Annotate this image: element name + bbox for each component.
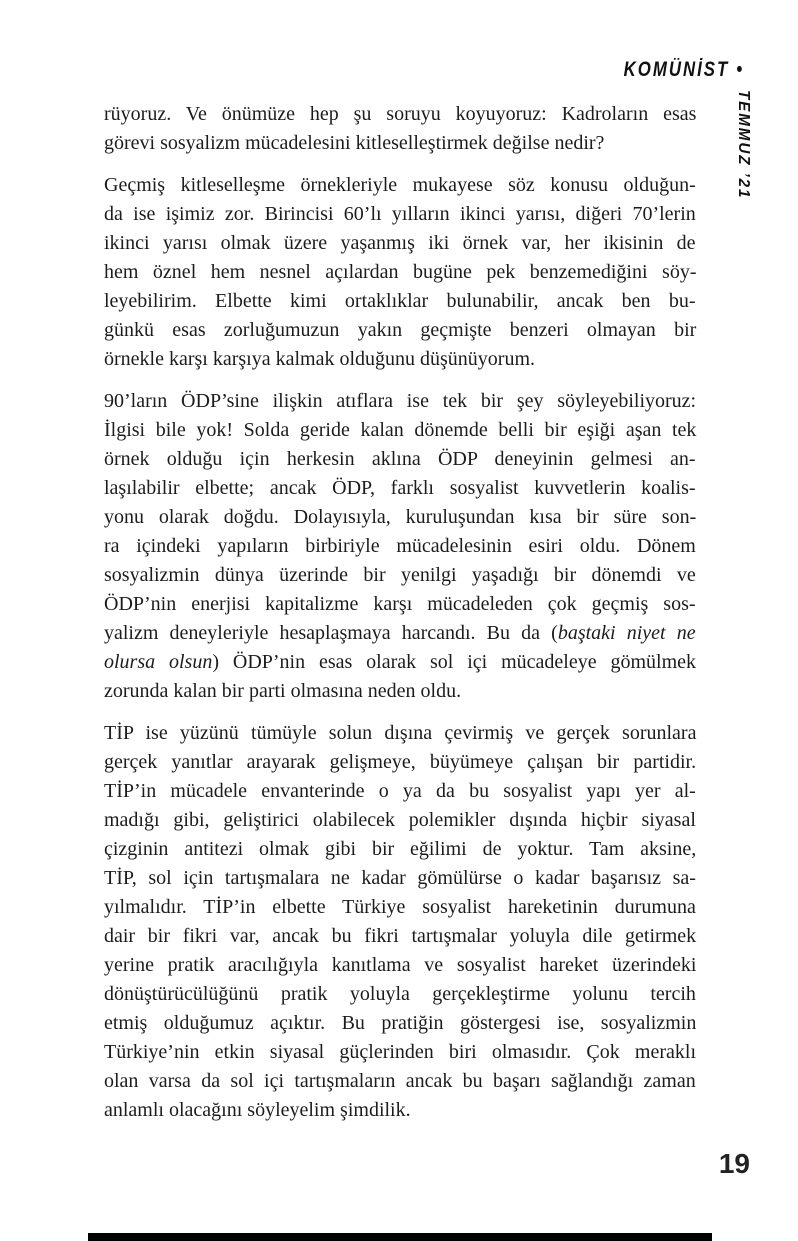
text-line: da ise işimiz zor. Birincisi 60’lı yılların ikinci yarısı, diğeri 70’lerin	[104, 203, 696, 225]
text-line: örnek olduğu için herkesin aklına ÖDP deneyinin gelmesi an-	[104, 448, 696, 470]
issue-label: TEMMUZ ’21	[735, 90, 752, 200]
text-line: leyebilirim. Elbette kimi ortaklıklar bulunabilir, ancak ben bu-	[104, 290, 696, 312]
text-line: çizginin antitezi olmak gibi bir eğilimi de yoktur. Tam aksine,	[104, 838, 697, 860]
text-line: görevi sosyalizm mücadelesini kitleselleştirmek değilse nedir?	[104, 132, 605, 154]
paragraph	[104, 171, 696, 374]
text-line: ikinci yarısı olmak üzere yaşanmış iki örnek var, her ikisinin de	[104, 232, 696, 254]
text-line: zorunda kalan bir parti olmasına neden oldu.	[104, 680, 462, 702]
text-line: yerine pratik aracılığıyla kanıtlama ve sosyalist hareket üzerindeki	[104, 954, 697, 976]
text-line: rüyoruz. Ve önümüze hep şu soruyu koyuyoruz: Kadroların esas	[104, 103, 697, 125]
text-line: hem öznel hem nesnel açılardan bugüne pek benzemediğini söy-	[104, 261, 697, 283]
journal-title: KOMÜNİST	[623, 58, 729, 81]
paragraph	[104, 719, 696, 1125]
text-line: anlamlı olacağını söyleyelim şimdilik.	[104, 1099, 411, 1121]
text-line: TİP, sol için tartışmalara ne kadar gömülürse o kadar başarısız sa-	[104, 867, 696, 889]
page-number: 19	[718, 1148, 750, 1179]
text-line: sosyalizmin dünya üzerinde bir yenilgi yaşadığı bir dönemdi ve	[104, 564, 696, 586]
text-line: madığı gibi, geliştirici olabilecek polemikler dışında hiçbir siyasal	[104, 809, 696, 831]
text-line: İlgisi bile yok! Solda geride kalan dönemde belli bir eşiği aşan tek	[104, 419, 697, 441]
text-line: dönüştürücülüğünü pratik yoluyla gerçekleştirme yolunu tercih	[104, 983, 696, 1005]
text-line: etmiş olduğumuz açıktır. Bu pratiğin göstergesi ise, sosyalizmin	[104, 1012, 697, 1034]
paragraph	[104, 100, 696, 158]
text-line: 90’ların ÖDP’sine ilişkin atıflara ise tek bir şey söyleyebiliyoruz:	[104, 390, 697, 412]
text-line: TİP ise yüzünü tümüyle solun dışına çevirmiş ve gerçek sorunlara	[104, 722, 697, 744]
paragraph	[104, 387, 696, 706]
text-line: ra içindeki yapıların birbiriyle mücadelesinin esiri oldu. Dönem	[104, 535, 696, 557]
running-head	[623, 58, 742, 82]
text-line: dair bir fikri var, ancak bu fikri tartışmalar yoluyla dile getirmek	[104, 925, 697, 947]
text-line: Geçmiş kitleselleşme örnekleriyle mukayese söz konusu olduğun-	[104, 174, 696, 196]
text-line: gerçek yanıtlar arayarak gelişmeye, büyümeye çalışan bir partidir.	[104, 751, 697, 773]
text-line: olursa olsun) ÖDP’nin esas olarak sol içi mücadeleye gömülmek	[104, 651, 697, 673]
text-line: günkü esas zorluğumuzun yakın geçmişte benzeri olmayan bir	[104, 319, 697, 341]
text-line: Türkiye’nin etkin siyasal güçlerinden biri olmasıdır. Çok meraklı	[104, 1041, 696, 1063]
text-line: yalizm deneyleriyle hesaplaşmaya harcandı. Bu da (baştaki niyet ne	[104, 622, 696, 644]
text-line: örnekle karşı karşıya kalmak olduğunu düşünüyorum.	[104, 348, 536, 370]
bullet-separator-icon: •	[736, 58, 742, 81]
text-line: yılmalıdır. TİP’in elbette Türkiye sosyalist hareketinin durumuna	[104, 896, 696, 918]
text-line: TİP’in mücadele envanterinde o ya da bu sosyalist yapı yer al-	[104, 780, 696, 802]
text-line: ÖDP’nin enerjisi kapitalizme karşı mücadeleden çok geçmiş sos-	[104, 593, 696, 615]
text-line: yonu olarak doğdu. Dolayısıyla, kuruluşundan kısa bir süre son-	[104, 506, 697, 528]
text-line: olan varsa da sol içi tartışmaların ancak bu başarı sağlandığı zaman	[104, 1070, 696, 1092]
body-text	[104, 100, 696, 1125]
footer-bar	[88, 1233, 712, 1241]
text-line: laşılabilir elbette; ancak ÖDP, farklı sosyalist kuvvetlerin koalis-	[104, 477, 696, 499]
